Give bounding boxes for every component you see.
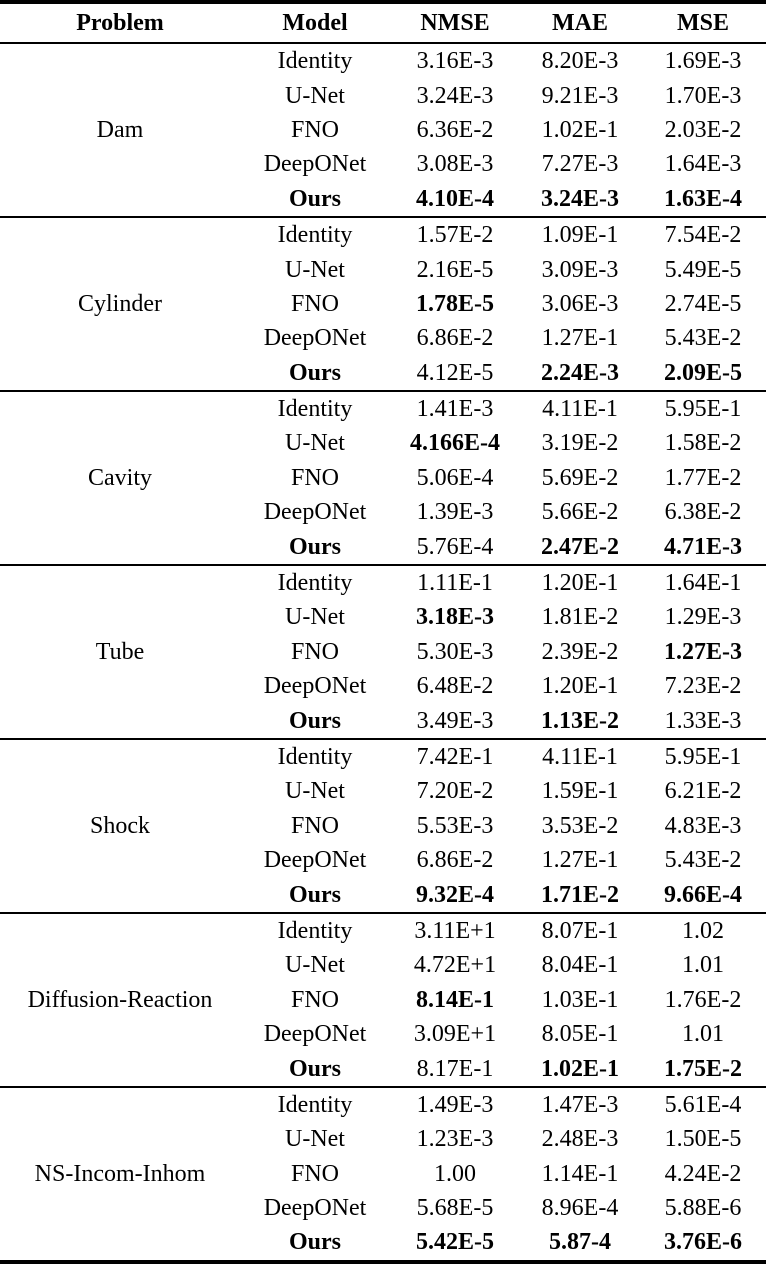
mse-cell: 4.83E-3	[664, 812, 742, 839]
model-cell: Ours	[288, 533, 341, 560]
nmse-cell: 1.11E-1	[417, 570, 493, 597]
problem-group	[0, 391, 766, 565]
model-cell: FNO	[290, 116, 339, 143]
mse-cell: 5.43E-2	[664, 325, 742, 352]
nmse-cell: 3.08E-3	[416, 151, 494, 178]
nmse-cell: 6.86E-2	[416, 847, 494, 874]
mae-cell: 8.20E-3	[541, 48, 619, 75]
mse-cell: 1.77E-2	[664, 464, 742, 491]
mae-cell: 1.20E-1	[541, 570, 619, 597]
model-cell: FNO	[290, 986, 339, 1013]
mae-cell: 1.27E-1	[541, 847, 619, 874]
problem-group	[0, 1087, 766, 1262]
mse-cell: 7.23E-2	[664, 673, 742, 700]
mae-cell: 2.47E-2	[541, 533, 619, 560]
model-cell: U-Net	[285, 778, 345, 805]
nmse-cell: 3.11E+1	[414, 917, 496, 944]
mae-cell: 1.09E-1	[541, 222, 619, 249]
mae-cell: 2.39E-2	[541, 638, 619, 665]
mae-cell: 8.07E-1	[541, 917, 619, 944]
nmse-cell: 7.42E-1	[416, 744, 494, 770]
model-cell: U-Net	[285, 82, 345, 109]
nmse-cell: 6.36E-2	[416, 116, 494, 143]
nmse-cell: 3.49E-3	[416, 707, 494, 734]
mse-cell: 1.64E-1	[664, 570, 742, 597]
model-cell: U-Net	[285, 256, 345, 283]
mae-cell: 1.81E-2	[541, 604, 619, 631]
mse-cell: 1.29E-3	[664, 604, 742, 631]
nmse-cell: 8.17E-1	[416, 1055, 494, 1082]
mse-cell: 9.66E-4	[664, 881, 742, 908]
column-header-nmse: NMSE	[420, 10, 490, 36]
model-cell: Ours	[288, 185, 341, 212]
mse-cell: 1.70E-3	[664, 82, 742, 109]
model-cell: DeepONet	[263, 499, 367, 526]
table-row	[0, 913, 766, 948]
model-cell: U-Net	[285, 604, 345, 631]
model-cell: Ours	[288, 1229, 341, 1256]
table-row	[0, 739, 766, 774]
model-cell: U-Net	[285, 952, 345, 979]
mse-cell: 2.09E-5	[664, 359, 742, 386]
mae-cell: 3.09E-3	[541, 256, 619, 283]
mse-cell: 1.27E-3	[664, 638, 742, 665]
mae-cell: 7.27E-3	[541, 151, 619, 178]
nmse-cell: 4.72E+1	[413, 952, 497, 979]
model-cell: Identity	[277, 396, 353, 423]
mse-cell: 5.61E-4	[664, 1091, 742, 1118]
model-cell: DeepONet	[263, 1021, 367, 1048]
mse-cell: 5.95E-1	[664, 396, 742, 423]
mae-cell: 5.87-4	[549, 1229, 611, 1256]
mse-cell: 3.76E-6	[664, 1229, 742, 1256]
problem-cell: Diffusion-Reaction	[27, 986, 213, 1013]
mae-cell: 4.11E-1	[542, 744, 618, 770]
mae-cell: 1.71E-2	[541, 881, 619, 908]
mse-cell: 5.95E-1	[664, 744, 742, 770]
table-row	[0, 391, 766, 426]
mae-cell: 5.66E-2	[541, 499, 619, 526]
mae-cell: 1.13E-2	[541, 707, 619, 734]
mse-cell: 1.76E-2	[664, 986, 742, 1013]
problem-cell: Tube	[95, 638, 145, 665]
nmse-cell: 2.16E-5	[416, 256, 494, 283]
mae-cell: 8.04E-1	[541, 952, 619, 979]
column-header-mae: MAE	[552, 10, 608, 36]
column-header-model: Model	[282, 10, 348, 36]
nmse-cell: 5.42E-5	[416, 1229, 494, 1256]
mae-cell: 3.19E-2	[541, 430, 619, 457]
model-cell: Ours	[288, 1055, 341, 1082]
mse-cell: 1.01	[682, 952, 724, 979]
problem-group	[0, 565, 766, 739]
table-header	[0, 2, 766, 43]
mse-cell: 2.03E-2	[664, 116, 742, 143]
mse-cell: 4.24E-2	[664, 1160, 742, 1187]
table-row	[0, 565, 766, 600]
mae-cell: 3.53E-2	[541, 812, 619, 839]
mse-cell: 5.49E-5	[664, 256, 742, 283]
mse-cell: 5.88E-6	[664, 1195, 742, 1222]
model-cell: DeepONet	[263, 847, 367, 874]
model-cell: Ours	[288, 707, 341, 734]
column-header-problem: Problem	[76, 10, 164, 36]
problem-cell: Cylinder	[78, 290, 162, 317]
model-cell: DeepONet	[263, 1195, 367, 1222]
nmse-cell: 1.57E-2	[416, 222, 494, 249]
model-cell: FNO	[290, 812, 339, 839]
problem-group	[0, 43, 766, 217]
nmse-cell: 4.12E-5	[416, 359, 494, 386]
mae-cell: 2.24E-3	[541, 359, 619, 386]
mse-cell: 1.63E-4	[664, 185, 742, 212]
mae-cell: 2.48E-3	[541, 1126, 619, 1153]
nmse-cell: 9.32E-4	[416, 881, 494, 908]
mse-cell: 4.71E-3	[664, 533, 742, 560]
nmse-cell: 5.30E-3	[416, 638, 494, 665]
mse-cell: 7.54E-2	[664, 222, 742, 249]
mae-cell: 1.47E-3	[541, 1091, 619, 1118]
nmse-cell: 7.20E-2	[416, 778, 494, 805]
nmse-cell: 4.10E-4	[416, 185, 494, 212]
nmse-cell: 6.48E-2	[416, 673, 494, 700]
mae-cell: 1.02E-1	[541, 116, 619, 143]
mae-cell: 4.11E-1	[542, 396, 618, 423]
nmse-cell: 1.23E-3	[416, 1126, 494, 1153]
table-row	[0, 43, 766, 78]
mae-cell: 8.96E-4	[541, 1195, 619, 1222]
mae-cell: 5.69E-2	[541, 464, 619, 491]
nmse-cell: 3.24E-3	[416, 82, 494, 109]
model-cell: FNO	[290, 638, 339, 665]
model-cell: Identity	[277, 222, 353, 249]
model-cell: Identity	[277, 744, 353, 770]
mse-cell: 6.38E-2	[664, 499, 742, 526]
nmse-cell: 3.16E-3	[416, 48, 494, 75]
problem-cell: NS-Incom-Inhom	[34, 1160, 206, 1187]
mse-cell: 1.69E-3	[664, 48, 742, 75]
nmse-cell: 1.78E-5	[416, 290, 494, 317]
problem-group	[0, 913, 766, 1087]
nmse-cell: 5.06E-4	[416, 464, 494, 491]
table-row	[0, 217, 766, 252]
nmse-cell: 1.00	[434, 1160, 476, 1187]
table-row	[0, 1087, 766, 1122]
mse-cell: 1.33E-3	[664, 707, 742, 734]
nmse-cell: 5.53E-3	[416, 812, 494, 839]
mse-cell: 1.75E-2	[664, 1055, 742, 1082]
model-cell: Ours	[288, 881, 341, 908]
model-cell: DeepONet	[263, 325, 367, 352]
mse-cell: 2.74E-5	[664, 290, 742, 317]
mae-cell: 1.59E-1	[541, 778, 619, 805]
mae-cell: 1.20E-1	[541, 673, 619, 700]
model-cell: FNO	[290, 464, 339, 491]
mse-cell: 1.02	[682, 917, 724, 944]
mae-cell: 8.05E-1	[541, 1021, 619, 1048]
nmse-cell: 1.39E-3	[416, 499, 494, 526]
mse-cell: 6.21E-2	[664, 778, 742, 805]
mae-cell: 3.24E-3	[541, 185, 619, 212]
mae-cell: 1.14E-1	[541, 1160, 619, 1187]
problem-cell: Dam	[96, 116, 144, 143]
model-cell: FNO	[290, 1160, 339, 1187]
mse-cell: 1.58E-2	[664, 430, 742, 457]
model-cell: Identity	[277, 570, 353, 597]
model-cell: DeepONet	[263, 151, 367, 178]
nmse-cell: 3.18E-3	[416, 604, 494, 631]
problem-cell: Cavity	[88, 464, 152, 491]
mae-cell: 3.06E-3	[541, 290, 619, 317]
nmse-cell: 1.41E-3	[416, 396, 494, 423]
model-cell: Ours	[288, 359, 341, 386]
mse-cell: 1.01	[682, 1021, 724, 1048]
column-header-mse: MSE	[676, 10, 729, 36]
model-cell: Identity	[277, 48, 353, 75]
mse-cell: 1.64E-3	[664, 151, 742, 178]
model-cell: U-Net	[285, 430, 345, 457]
nmse-cell: 4.166E-4	[410, 430, 500, 457]
model-cell: U-Net	[285, 1126, 345, 1153]
mae-cell: 1.27E-1	[541, 325, 619, 352]
nmse-cell: 5.76E-4	[416, 533, 494, 560]
model-cell: DeepONet	[263, 673, 367, 700]
model-cell: Identity	[277, 1091, 353, 1118]
nmse-cell: 8.14E-1	[416, 986, 494, 1013]
mse-cell: 5.43E-2	[664, 847, 742, 874]
nmse-cell: 1.49E-3	[416, 1091, 494, 1118]
model-cell: Identity	[277, 917, 353, 944]
mae-cell: 9.21E-3	[541, 82, 619, 109]
problem-group	[0, 217, 766, 391]
mae-cell: 1.02E-1	[541, 1055, 619, 1082]
nmse-cell: 5.68E-5	[416, 1195, 494, 1222]
mae-cell: 1.03E-1	[541, 986, 619, 1013]
nmse-cell: 3.09E+1	[413, 1021, 497, 1048]
model-cell: FNO	[290, 290, 339, 317]
problem-group	[0, 739, 766, 913]
mse-cell: 1.50E-5	[664, 1126, 742, 1153]
nmse-cell: 6.86E-2	[416, 325, 494, 352]
problem-cell: Shock	[90, 812, 150, 839]
header-row	[0, 2, 766, 43]
